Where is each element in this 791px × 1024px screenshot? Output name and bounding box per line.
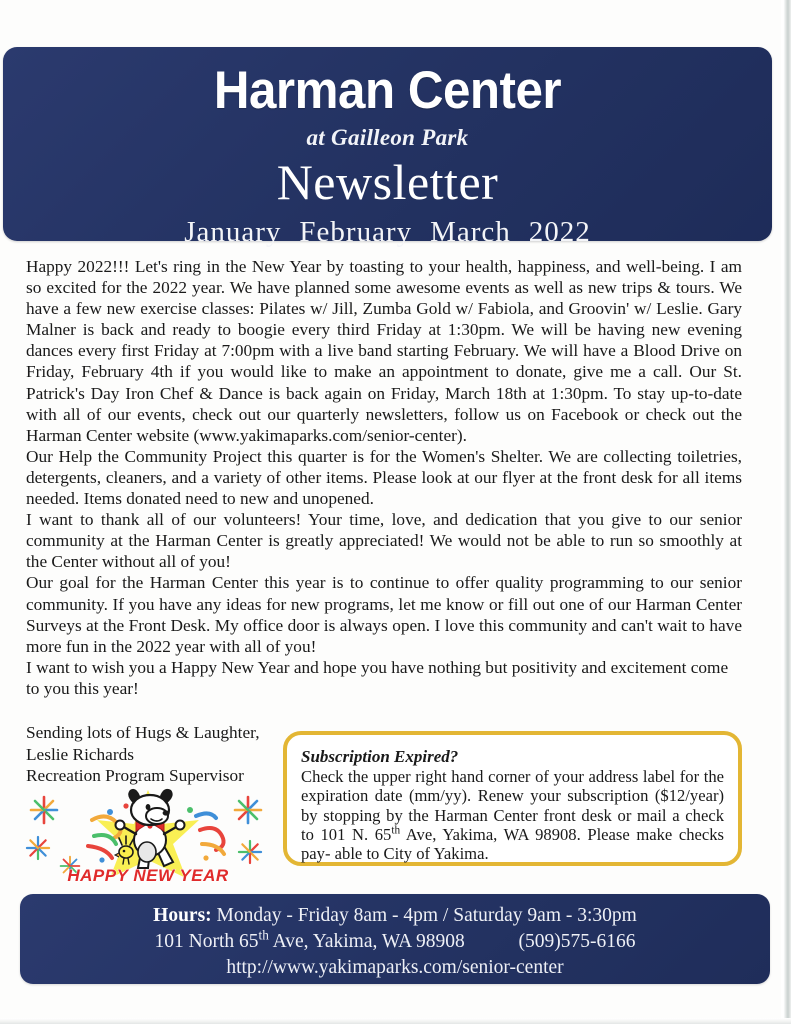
footer-hours-line	[20, 894, 770, 929]
body-paragraph-5: I want to wish you a Happy New Year and hope you have nothing but positivity and excitement come to you this year!	[26, 657, 729, 698]
footer-hours-label: Hours:	[153, 905, 212, 926]
issue-year: 2022	[528, 216, 591, 248]
organization-title: Harman Center	[213, 61, 562, 120]
issue-period	[3, 218, 772, 247]
subscription-expired-box	[283, 731, 742, 866]
footer-address-post: Ave, Yakima, WA 98908	[268, 931, 465, 952]
subscription-body	[301, 767, 724, 863]
subscription-line-2: expiration date (mm/yy). Renew your subscription ($12/year)	[301, 786, 724, 806]
subscription-ordinal-suffix: th	[391, 824, 401, 837]
body-paragraph-4: Our goal for the Harman Center this year is to continue to offer quality programming to our senior community. If you have any ideas for new programs, let me know or fill out one of our Harman Center Surveys at the Front Desk. My office door is always open. I love this community and can't wait to have more fun in the 2022 year with all of you!	[26, 573, 742, 656]
body-paragraph-1: Happy 2022!!! Let's ring in the New Year by toasting to your health, happiness, and well-being. I am so excited for the 2022 year. We have planned some awesome events as well as new trips & tours. We have a few new exercise classes: Pilates w/ Jill, Zumba Gold w/ Fabiola, and Groovin' w/ Leslie. Gary Malner is back and ready to boogie every third Friday at 1:30pm. We will be having new evening dances every first Friday at 7:00pm with a live band starting February. We will have a Blood Drive on Friday, February 4th if you would like to make an appointment to donate, give me a call. Our St. Patrick's Day Iron Chef & Dance is back again on Friday, March 18th at 1:30pm. To stay up-to-date with all of our events, check out our quarterly newsletters, follow us on Facebook or check out the Harman Center website (www.yakimaparks.com/senior-center).	[26, 257, 742, 445]
newsletter-body	[26, 256, 742, 699]
signature-closing: Sending lots of Hugs & Laughter,	[26, 723, 260, 742]
footer-address-line	[20, 929, 770, 955]
footer-address-pre: 101 North 65	[154, 931, 259, 952]
snoopy-happy-new-year-clipart	[14, 786, 282, 886]
subscription-line-4-pre: to 101 N. 65	[301, 824, 392, 844]
scan-edge-bottom	[0, 1018, 791, 1024]
newsletter-header-banner	[3, 47, 772, 248]
subscription-line-4-post: Ave, Yakima, WA 98908. Please make checks pay-	[301, 824, 725, 864]
newsletter-word: Newsletter	[276, 154, 499, 210]
scan-edge-right	[781, 0, 791, 1024]
body-paragraph-2: Our Help the Community Project this quarter is for the Women's Shelter. We are collecting toiletries, detergents, cleaners, and a variety of other items. Please look at our flyer at the front desk for all items needed. Items donated need to new and unopened.	[26, 446, 742, 509]
footer-website[interactable]: http://www.yakimaparks.com/senior-center	[226, 957, 564, 978]
signature-title: Recreation Program Supervisor	[26, 766, 244, 786]
signature-block	[26, 722, 296, 787]
issue-month-3: March	[430, 216, 511, 248]
subscription-line-3: by stopping by the Harman Center front desk or mail a check	[301, 805, 724, 825]
footer-ordinal-suffix: th	[258, 927, 269, 943]
subscription-title: Subscription Expired?	[301, 747, 459, 766]
clipart-caption: HAPPY NEW YEAR	[67, 866, 229, 885]
footer-hours-value: Monday - Friday 8am - 4pm / Saturday 9am - 3:30pm	[216, 905, 637, 926]
organization-subtitle: at Gailleon Park	[306, 125, 469, 150]
issue-month-2: February	[299, 216, 413, 248]
issue-month-1: January	[184, 216, 282, 248]
newsletter-footer-banner	[20, 894, 770, 984]
footer-phone: (509)575-6166	[518, 931, 636, 952]
subscription-line-5: able to City of Yakima.	[334, 844, 489, 864]
body-paragraph-3: I want to thank all of our volunteers! Your time, love, and dedication that you give to our senior community at the Harman Center is greatly appreciated! We would not be able to run so smoothly at the Center without all of you!	[26, 510, 742, 572]
footer-website-line	[20, 955, 770, 981]
signature-name: Leslie Richards	[26, 744, 134, 764]
subscription-line-1: Check the upper right hand corner of your address label for the	[301, 767, 724, 786]
